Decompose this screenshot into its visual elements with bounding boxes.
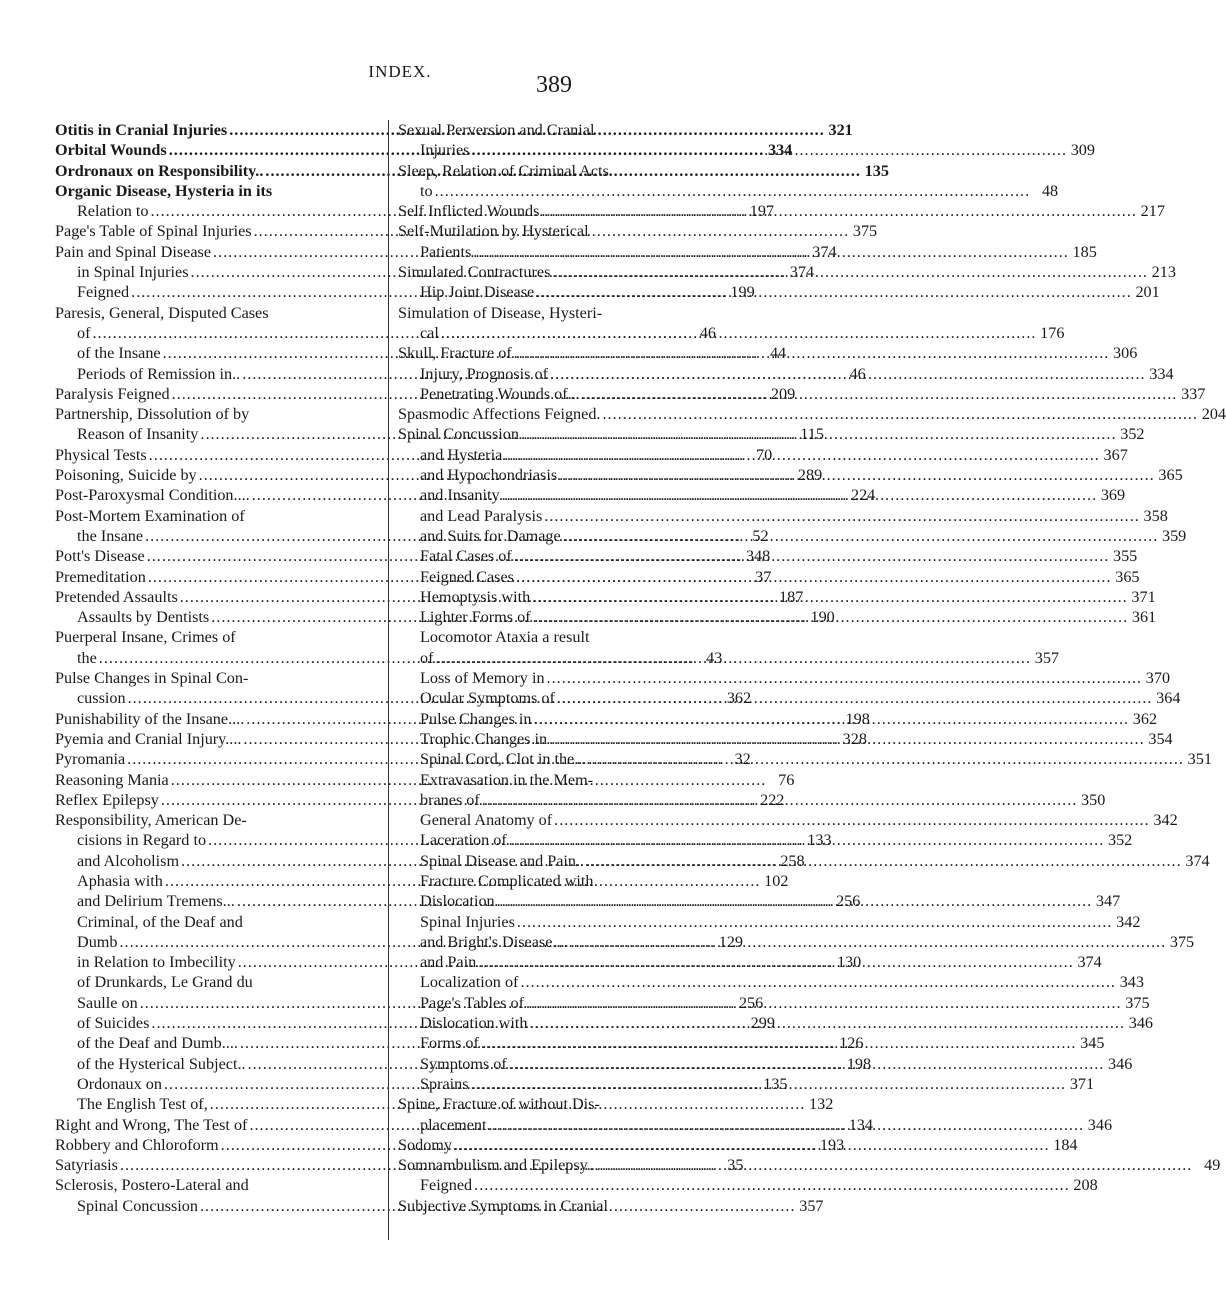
index-entry-text: Penetrating Wounds of...	[420, 384, 580, 403]
index-entry-text: The English Test of,	[77, 1095, 208, 1114]
index-entry-text: Post-Paroxysmal Condition....	[55, 486, 250, 505]
index-entry-text: Reflex Epilepsy	[55, 790, 159, 809]
index-entry-page: 224	[850, 486, 876, 505]
index-entry-text: of Suicides	[77, 1014, 150, 1033]
index-entry-page: 133	[807, 831, 832, 850]
index-entry	[55, 404, 373, 424]
index-entry-text: Sclerosis, Postero-Lateral and	[55, 1176, 249, 1195]
index-entry-text: General Anatomy of	[420, 811, 553, 830]
index-entry-page: 217	[1140, 202, 1165, 221]
index-entry-page: 348	[745, 547, 771, 566]
index-entry-text: Hip Joint Disease	[420, 283, 535, 302]
index-entry-page: 204	[1201, 405, 1226, 424]
index-entry-text: Saulle on	[77, 993, 138, 1012]
index-entry	[398, 161, 720, 181]
leader-dots	[454, 1135, 1050, 1155]
index-entry-text: Trophic Changes in	[420, 729, 548, 748]
index-entry-page: 197	[749, 202, 775, 221]
index-entry-page: 134	[848, 1115, 873, 1134]
index-entry-page: 199	[730, 283, 755, 302]
index-entry-page: 357	[1034, 648, 1060, 667]
index-entry-text: the Insane	[77, 526, 144, 545]
leader-dots	[552, 262, 1148, 282]
index-entry-page: 37	[755, 567, 772, 586]
index-entry-text: Self Inflicted Wounds	[398, 202, 540, 221]
index-entry-page: 129	[718, 932, 743, 951]
index-entry-page: 184	[1053, 1135, 1078, 1154]
leader-dots	[514, 343, 1110, 363]
index-entry	[398, 221, 720, 241]
index-entry-text: Relation to	[77, 202, 149, 221]
index-entry-text: Otitis in Cranial Injuries	[55, 121, 228, 139]
index-entry-page: 362	[726, 689, 752, 708]
leader-dots	[435, 648, 1031, 668]
index-entry	[55, 668, 373, 688]
leader-dots	[602, 404, 1198, 424]
index-entry-page: 190	[810, 608, 835, 627]
index-entry-text: Post-Mortem Examination of	[55, 506, 245, 525]
index-entry-page: 334	[1149, 364, 1174, 383]
leader-dots	[541, 201, 1137, 221]
index-entry-page: 52	[752, 526, 769, 545]
index-entry	[398, 770, 720, 790]
index-entry-page: 375	[852, 222, 878, 241]
index-entry-text: Organic Disease, Hysteria in its	[55, 181, 273, 200]
index-entry-page: 130	[836, 953, 862, 972]
index-entry-page: 43	[706, 648, 723, 667]
index-entry-text: Spinal Cord, Clot in the...	[420, 750, 587, 769]
leader-dots	[533, 607, 1129, 627]
index-entry-text: Dumb	[77, 932, 118, 951]
index-entry-text: Loss of Memory in	[420, 669, 545, 688]
index-entry-text: and Hypochondriasis	[420, 466, 558, 485]
index-entry-page: 354	[1148, 729, 1173, 748]
index-entry-text: Physical Tests	[55, 445, 147, 464]
index-entry-text: Lighter Forms of	[420, 608, 531, 627]
index-entry-page: 193	[819, 1135, 845, 1154]
leader-dots	[532, 587, 1128, 607]
leader-dots	[435, 181, 1031, 201]
index-entry-text: cal	[420, 323, 439, 342]
leader-dots	[517, 912, 1113, 932]
index-entry-text: Fatal Cases of	[420, 547, 512, 566]
index-entry	[398, 648, 1060, 668]
index-entry-page: 374	[789, 263, 815, 282]
leader-dots	[509, 830, 1105, 850]
index-entry-text: Puerperal Insane, Crimes of	[55, 628, 236, 647]
index-entry-text: in Relation to Imbecility	[77, 953, 236, 972]
index-entry	[55, 627, 373, 647]
index-entry	[55, 810, 373, 830]
index-entry-text: Feigned	[420, 1176, 473, 1195]
leader-dots	[536, 282, 1132, 302]
index-entry-text: Satyriasis	[55, 1156, 118, 1175]
index-entry-page: 132	[809, 1095, 834, 1114]
index-entry	[398, 627, 720, 647]
index-entry-text: Simulated Contractures	[398, 263, 551, 282]
index-entry-text: Pain and Spinal Disease	[55, 242, 212, 261]
leader-dots	[529, 1013, 1125, 1033]
index-entry-text: Page's Table of Spinal Injuries	[55, 222, 252, 241]
index-entry-text: Dislocation with	[420, 1014, 528, 1033]
index-entry-page: 370	[1145, 669, 1171, 688]
index-entry-text: Self-Mutilation by Hysterical	[398, 222, 589, 241]
index-entry	[398, 323, 1065, 343]
index-entry-text: and Bright's Disease....	[420, 932, 569, 951]
index-entry	[55, 1175, 373, 1195]
index-entry-text: Pyemia and Cranial Injury....	[55, 729, 242, 748]
index-entry-text: cisions in Regard to	[77, 831, 207, 850]
index-entry-text: Pott's Disease	[55, 547, 145, 566]
index-entry-page: 358	[1143, 506, 1168, 525]
index-entry-page: 201	[1135, 283, 1160, 302]
leader-dots	[504, 445, 1100, 465]
index-entry-page: 371	[1131, 587, 1156, 606]
index-entry-page: 306	[1113, 344, 1138, 363]
index-entry-page: 289	[797, 466, 823, 485]
index-entry-text: Spine, Fracture of without Dis-	[398, 1095, 600, 1114]
page-header	[0, 62, 800, 98]
index-entry-page: 48	[1041, 181, 1059, 200]
index-entry-text: Assaults by Dentists	[77, 608, 210, 627]
leader-dots	[473, 242, 1069, 262]
index-entry-text: the	[77, 648, 97, 667]
index-entry-page: 49	[1204, 1156, 1221, 1175]
index-entry-text: Feigned Cases	[420, 567, 514, 586]
index-entry-page: 365	[1158, 466, 1183, 485]
index-entry-page: 176	[1040, 323, 1065, 342]
index-entry-text: Ordronaux on Responsibility..	[55, 161, 264, 180]
leader-dots	[471, 140, 1067, 160]
index-entry-page: 352	[1107, 831, 1133, 850]
index-entry-text: placement	[420, 1115, 487, 1134]
index-entry-page: 369	[1100, 486, 1126, 505]
index-entry-page: 187	[779, 587, 804, 606]
leader-dots	[441, 323, 1037, 343]
index-entry	[55, 972, 373, 992]
index-entry-text: Right and Wrong, The Test of	[55, 1115, 248, 1134]
index-entry-text: Hemoptysis with	[420, 587, 531, 606]
index-entry-page: 374	[812, 242, 837, 261]
index-entry-page: 334	[767, 141, 793, 160]
index-entry-page: 321	[828, 121, 853, 139]
index-entry-page: 135	[864, 161, 889, 180]
index-entry-text: of	[420, 648, 434, 667]
index-entry-page: 375	[1125, 993, 1150, 1012]
index-entry-page: 374	[1077, 953, 1102, 972]
index-entry-text: Laceration of	[420, 831, 507, 850]
index-entry	[398, 1196, 720, 1216]
index-entry	[398, 810, 1178, 830]
index-entry-page: 222	[760, 790, 785, 809]
leader-dots	[497, 891, 1093, 911]
index-entry-page: 337	[1181, 384, 1206, 403]
index-entry-page: 256	[836, 892, 861, 911]
index-entry-text: Orbital Wounds	[55, 141, 167, 160]
index-entry	[55, 303, 373, 323]
index-entry-page: 347	[1095, 892, 1121, 911]
leader-dots	[521, 424, 1117, 444]
page-number: 389	[536, 72, 572, 98]
index-entry-text: Spinal Concussion	[398, 425, 519, 444]
index-entry-text: Spinal Injuries	[420, 912, 515, 931]
index-entry	[398, 1094, 720, 1114]
leader-dots	[563, 526, 1159, 546]
index-entry-text: Ocular Symptoms of	[420, 689, 555, 708]
index-entry-text: and Pain	[420, 953, 477, 972]
index-entry-page: 32	[734, 750, 751, 769]
index-entry-text: Sodomy	[398, 1135, 452, 1154]
index-entry-page: 359	[1161, 526, 1187, 545]
index-entry-text: Paralysis Feigned	[55, 384, 170, 403]
leader-dots	[489, 1115, 1085, 1135]
index-entry-page: 198	[846, 1054, 872, 1073]
index-entry-text: Robbery and Chloroform	[55, 1135, 219, 1154]
index-entry-page: 102	[764, 871, 789, 890]
index-entry	[55, 181, 373, 201]
index-entry-text: and Hysteria	[420, 445, 503, 464]
index-entry-text: cussion	[77, 689, 126, 708]
index-entry-page: 351	[1187, 750, 1212, 769]
index-entry-text: Subjective Symptoms in Cranial	[398, 1196, 608, 1215]
index-entry	[398, 912, 1141, 932]
leader-dots	[544, 506, 1140, 526]
index-entry-text: Forms of	[420, 1034, 479, 1053]
index-entry-page: 374	[1185, 851, 1210, 870]
leader-dots	[516, 567, 1112, 587]
leader-dots	[478, 952, 1074, 972]
index-entry-page: 352	[1120, 425, 1145, 444]
index-entry-text: Partnership, Dissolution of by	[55, 405, 250, 424]
leader-dots	[588, 749, 1184, 769]
index-entry-page: 375	[1169, 932, 1195, 951]
index-entry-text: Sleep, Relation of Criminal Acts	[398, 161, 609, 180]
index-entry-page: 345	[1080, 1034, 1105, 1053]
index-entry-text: Aphasia with	[77, 871, 163, 890]
index-entry	[398, 303, 720, 323]
index-entry-text: Injuries	[420, 141, 470, 160]
index-entry-text: Dislocation	[420, 892, 495, 911]
index-entry-text: of the Insane	[77, 344, 161, 363]
index-entry-page: 44	[769, 344, 787, 363]
leader-dots	[586, 851, 1182, 871]
index-entry	[398, 506, 1168, 526]
index-entry-page: 198	[845, 709, 870, 728]
leader-dots	[520, 972, 1116, 992]
index-entry-page: 328	[842, 729, 867, 748]
leader-dots	[597, 1155, 1193, 1175]
index-entry-text: Pretended Assaults	[55, 587, 178, 606]
index-entry-text: Ordonaux on	[77, 1074, 162, 1093]
index-entry	[398, 404, 1226, 424]
leader-dots	[549, 729, 1145, 749]
index-entry-text: Spasmodic Affections Feigned.	[398, 405, 601, 424]
index-entry-page: 346	[1087, 1115, 1113, 1134]
index-entry-page: 346	[1128, 1014, 1153, 1033]
index-entry-text: Reason of Insanity	[77, 425, 199, 444]
index-entry-text: and Alcoholism	[77, 851, 180, 870]
index-entry-text: and Delirium Tremens...	[77, 892, 235, 911]
index-entry-text: Patients	[420, 242, 472, 261]
index-entry-text: Extravasation in the Mem-	[420, 770, 594, 789]
index-entry-page: 343	[1119, 973, 1144, 992]
index-entry-text: of the Hysterical Subject..	[77, 1054, 246, 1073]
index-entry-text: and Lead Paralysis	[420, 506, 543, 525]
leader-dots	[509, 1054, 1105, 1074]
index-entry-text: Spinal Concussion	[77, 1196, 198, 1215]
leader-dots	[474, 1175, 1070, 1195]
index-entry-text: of Drunkards, Le Grand du	[77, 973, 253, 992]
index-entry-page: 258	[780, 851, 805, 870]
index-entry-text: Poisoning, Suicide by	[55, 466, 197, 485]
index-entry-page: 135	[763, 1074, 788, 1093]
leader-dots	[534, 709, 1130, 729]
index-entry-page: 299	[750, 1014, 775, 1033]
index-entry-page: 213	[1151, 263, 1176, 282]
index-entry-text: Pulse Changes in	[420, 709, 532, 728]
index-entry-page: 115	[800, 425, 824, 444]
leader-dots	[502, 485, 1098, 505]
leader-dots	[582, 384, 1178, 404]
index-entry-page: 185	[1072, 242, 1097, 261]
leader-dots	[547, 668, 1143, 688]
index-entry	[55, 506, 373, 526]
index-entry-page: 256	[738, 993, 764, 1012]
index-entry-text: Sexual Perversion and Cranial	[398, 121, 595, 139]
index-entry-page: 35	[727, 1156, 744, 1175]
index-entry-page: 371	[1069, 1074, 1095, 1093]
index-entry-text: Page's Tables of	[420, 993, 524, 1012]
index-entry-page: 364	[1156, 689, 1181, 708]
index-entry-text: Spinal Disease and Pain..	[420, 851, 585, 870]
index-entry-text: Skull, Fracture of	[398, 344, 512, 363]
index-entry-page: 350	[1081, 790, 1106, 809]
index-entry	[398, 181, 1059, 201]
leader-dots	[571, 932, 1167, 952]
index-entry-page: 76	[778, 770, 795, 789]
index-entry-text: Criminal, of the Deaf and	[77, 912, 243, 931]
index-entry-page: 46	[699, 323, 717, 342]
index-entry-text: in Spinal Injuries	[77, 263, 189, 282]
index-entry-text: Feigned	[77, 283, 130, 302]
index-entry-text: Premeditation	[55, 567, 146, 586]
index-entry-text: Punishability of the Insane....	[55, 709, 245, 728]
index-entry-page: 362	[1132, 709, 1158, 728]
index-entry-text: Fracture Complicated with	[420, 871, 594, 890]
index-entry-text: Pyromania	[55, 750, 126, 769]
leader-dots	[481, 1033, 1077, 1053]
index-entry	[55, 912, 373, 932]
index-entry-page: 365	[1115, 567, 1140, 586]
index-entry-text: Localization of	[420, 973, 519, 992]
index-entry-text: Simulation of Disease, Hysteri-	[398, 303, 603, 322]
index-entry	[398, 120, 720, 140]
leader-dots	[550, 364, 1146, 384]
index-entry-text: Responsibility, American De-	[55, 811, 247, 830]
index-entry-page: 126	[839, 1034, 864, 1053]
index-entry-text: of the Deaf and Dumb....	[77, 1034, 238, 1053]
leader-dots	[471, 1074, 1067, 1094]
index-entry-page: 342	[1116, 912, 1141, 931]
index-entry-text: Reasoning Mania	[55, 770, 169, 789]
index-entry-page: 208	[1073, 1176, 1098, 1195]
index-entry-text: of	[77, 323, 91, 342]
index-entry-text: Locomotor Ataxia a result	[420, 628, 590, 647]
index-entry-text: Paresis, General, Disputed Cases	[55, 303, 269, 322]
index-entry-page: 367	[1103, 445, 1128, 464]
index-entry-page: 70	[756, 445, 773, 464]
index-entry-text: to	[420, 181, 433, 200]
index-entry-text: Injury, Prognosis of	[420, 364, 548, 383]
index-entry-page: 309	[1070, 141, 1095, 160]
index-entry	[398, 972, 1144, 992]
index-entry-page: 355	[1112, 547, 1138, 566]
leader-dots	[559, 465, 1155, 485]
index-entry-page: 46	[849, 364, 866, 383]
index-entry-text: branes of	[420, 790, 480, 809]
index-entry-page: 346	[1108, 1054, 1133, 1073]
index-entry-text: and Insanity	[420, 486, 500, 505]
leader-dots	[482, 790, 1078, 810]
index-entry-text: Somnambulism and Epilepsy..	[398, 1156, 595, 1175]
index-entry-text: and Suits for Damage	[420, 526, 561, 545]
index-entry-text: Periods of Remission in..	[77, 364, 241, 383]
leader-dots	[554, 810, 1150, 830]
index-entry-text: Sprains	[420, 1074, 469, 1093]
leader-dots	[526, 993, 1122, 1013]
index-entry	[398, 871, 720, 891]
leader-dots	[557, 688, 1153, 708]
index-entry-page: 361	[1131, 608, 1157, 627]
running-title: INDEX.	[368, 62, 432, 81]
leader-dots	[514, 546, 1110, 566]
index-entry-text: Symptoms of	[420, 1054, 507, 1073]
index-entry-page: 357	[799, 1196, 824, 1215]
index-entry-page: 209	[770, 384, 796, 403]
index-entry-text: Pulse Changes in Spinal Con-	[55, 669, 249, 688]
index-entry-page: 342	[1153, 811, 1178, 830]
index-entry	[398, 1175, 1098, 1195]
index-entry	[398, 668, 1171, 688]
